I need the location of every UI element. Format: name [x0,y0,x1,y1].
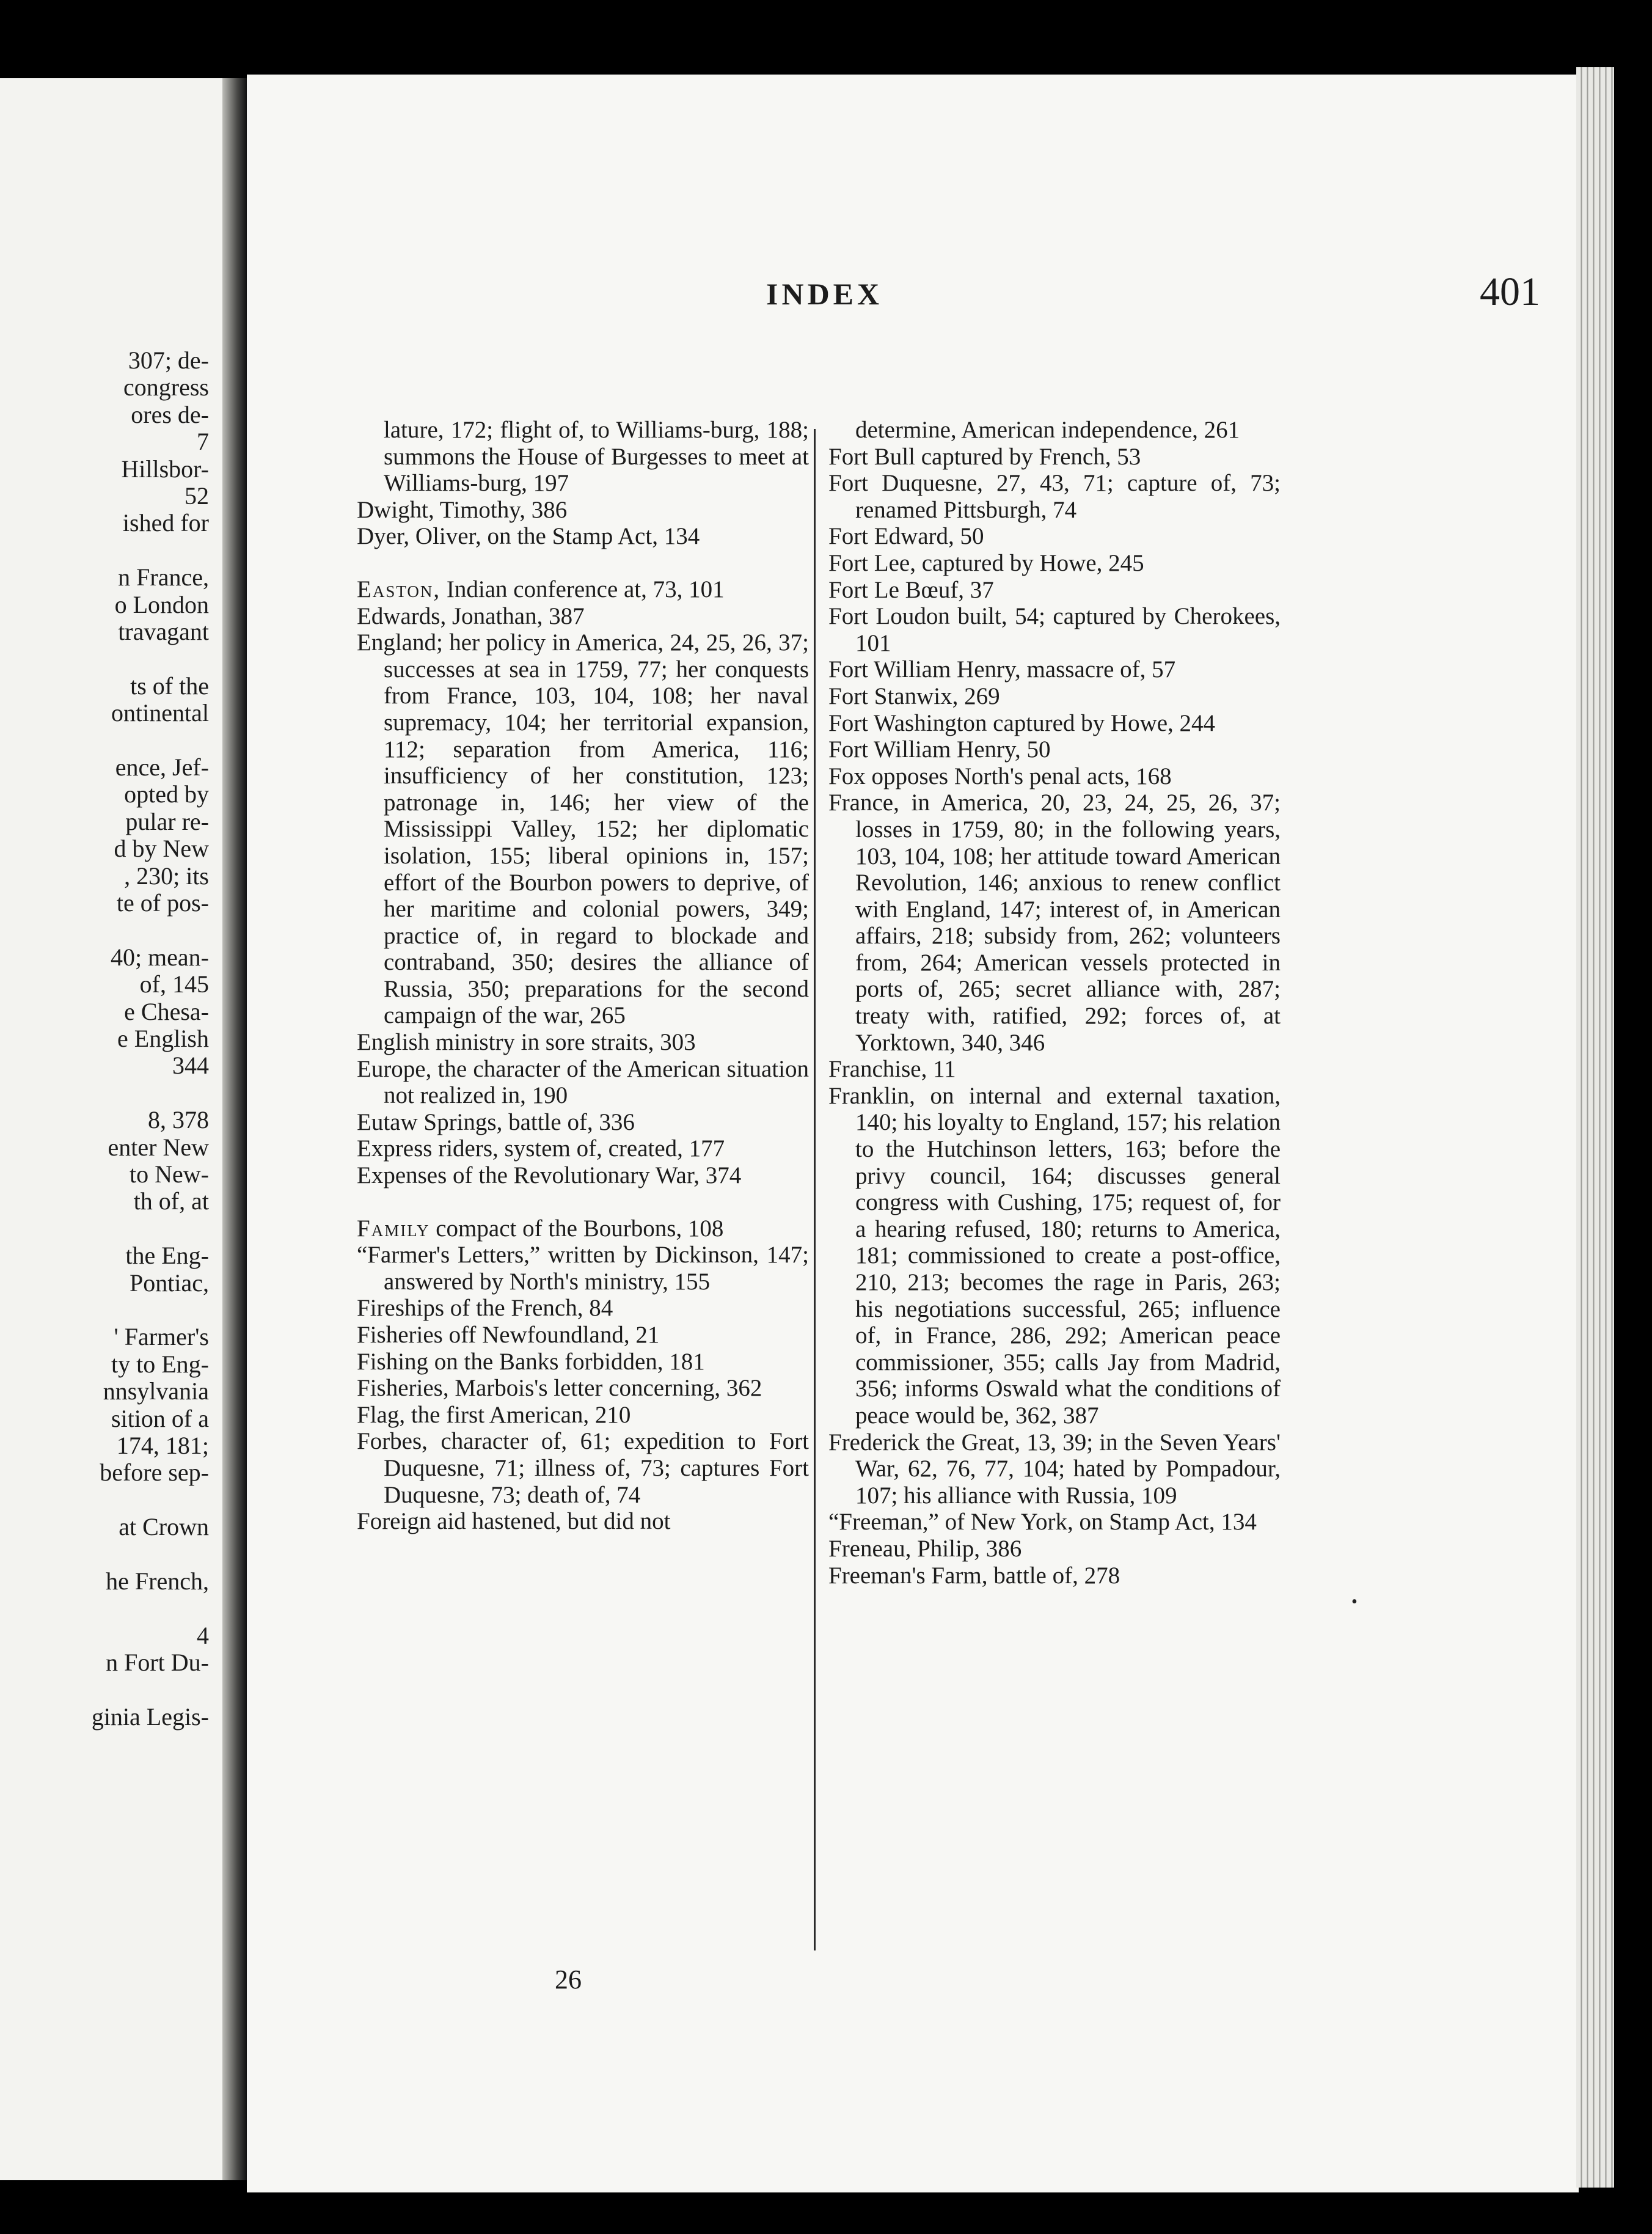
facing-page-line: the Eng- [125,1242,209,1270]
signature-mark: 26 [555,1965,582,1994]
page-number: 401 [1480,269,1540,314]
index-entry-text: Indian conference at, 73, 101 [440,576,725,602]
index-entry [828,710,1281,737]
facing-page-line: 307; de- [128,346,209,374]
index-entry [828,763,1281,790]
facing-page-line: of, 145 [139,970,209,998]
facing-page-line: ores de- [131,400,209,428]
facing-page-line: he French, [106,1567,209,1595]
index-entry [357,1375,809,1402]
index-entry-text: “Freeman,” of New York, on Stamp Act, 134 [828,1509,1257,1536]
column-divider [814,429,816,1950]
facing-page-line: e Chesa- [124,997,209,1025]
index-entry [828,550,1281,577]
facing-page-line: ginia Legis- [91,1703,209,1730]
index-entry [357,1215,809,1242]
index-entry-text: Fireships of the French, 84 [357,1295,613,1322]
index-entry [828,1562,1281,1589]
index-entry [828,736,1281,763]
facing-page-line: sition of a [111,1404,209,1432]
index-entry-text: English ministry in sore straits, 303 [357,1029,696,1056]
index-entry-text: compact of the Bourbons, 108 [429,1215,724,1242]
index-entry [357,1508,809,1535]
index-entry-text: Franklin, on internal and external taxation, 140; his loyalty to England, 157; his relation to the Hutchinson letters, 163; before the privy council, 164; discusses general congress with Cushing, 175; request of, for a hearing refused, 180; returns to America, 181; commissioned to create a post-office, 210, 213; becomes the rage in Paris, 263; his negotiations successful, 265; influence of, in France, 286, 292; American peace commissioner, 355; calls Jay from Madrid, 356; informs Oswald what the conditions of peace would be, 362, 387 [828,1082,1281,1429]
index-entry [357,497,809,524]
index-entry-text: Fort Stanwix, 269 [828,683,1000,709]
page-edges [1576,67,1614,2188]
index-entry-text: Fort Lee, captured by Howe, 245 [828,549,1144,576]
index-entry [828,577,1281,604]
index-entry [828,1509,1281,1536]
facing-page-line: th of, at [133,1187,209,1215]
index-page [247,75,1579,2192]
index-entry-text: Fishing on the Banks forbidden, 181 [357,1348,705,1375]
index-entry [357,1242,809,1295]
index-heading-word: Family [357,1215,430,1242]
index-entry [828,1056,1281,1083]
index-entry-text: France, in America, 20, 23, 24, 25, 26, 37; losses in 1759, 80; in the following years, 103, 104, 108; her attitude toward American Revolution, 146; anxious to renew conflict with England, 147; interest of, in American affairs, 218; subsidy from, 262; volunteers from, 264; American vessels protected in ports of, 265; secret alliance with, 287; treaty with, ratified, 292; forces of, at Yorktown, 340, 346 [828,789,1281,1056]
facing-page-line: te of pos- [116,889,209,917]
index-entry [828,1429,1281,1509]
index-heading-word: Easton, [357,576,441,602]
index-entry [357,1162,809,1189]
facing-page-line: 7 [197,428,209,456]
index-entry [828,683,1281,710]
facing-page-line: Pontiac, [130,1269,209,1297]
facing-page-line: , 230; its [124,862,209,890]
facing-page-line: before sep- [100,1459,209,1487]
index-column-right [828,417,1281,1589]
facing-page-line: ts of the [130,672,209,700]
index-entry [828,470,1281,523]
index-entry [357,603,809,630]
index-column-left [357,417,809,1535]
facing-page-line: enter New [108,1133,209,1161]
index-entry [357,523,809,550]
facing-page-line: congress [123,373,209,401]
facing-page [0,78,222,2180]
index-entry-text: Frederick the Great, 13, 39; in the Seven Years' War, 62, 76, 77, 104; hated by Pompadour, 107; his alliance with Russia, 109 [828,1429,1281,1509]
index-entry-text: Expenses of the Revolutionary War, 374 [357,1162,742,1189]
facing-page-line: travagant [118,618,209,645]
index-entry [357,629,809,1029]
index-entry-text: Dyer, Oliver, on the Stamp Act, 134 [357,523,700,550]
index-entry [357,576,809,603]
index-entry-text: Flag, the first American, 210 [357,1401,631,1428]
facing-page-line: o London [114,590,209,618]
facing-page-line: pular re- [125,807,209,835]
index-entry-text: Fort Bull captured by French, 53 [828,443,1141,470]
index-entry-text: Foreign aid hastened, but did not [357,1508,671,1535]
facing-page-line: Hillsbor- [121,455,209,483]
index-entry [828,417,1281,444]
index-entry [828,789,1281,1056]
index-entry [357,1349,809,1375]
index-entry [357,1056,809,1109]
facing-page-line: ' Farmer's [114,1323,209,1351]
facing-page-line: ished for [122,509,209,537]
index-entry-text: Forbes, character of, 61; expedition to Fort Duquesne, 71; illness of, 73; captures Fort Duquesne, 73; death of, 74 [357,1428,809,1508]
facing-page-line: to New- [130,1160,209,1188]
index-entry-text: Freeman's Farm, battle of, 278 [828,1562,1120,1589]
index-entry-text: Franchise, 11 [828,1056,956,1083]
index-entry [357,1135,809,1162]
index-entry-text: Fisheries, Marbois's letter concerning, 362 [357,1375,762,1402]
index-entry-text: Fort Duquesne, 27, 43, 71; capture of, 73; renamed Pittsburgh, 74 [828,470,1281,523]
index-entry-text: “Farmer's Letters,” written by Dickinson, 147; answered by North's ministry, 155 [357,1242,809,1295]
facing-page-line: 174, 181; [116,1432,209,1459]
index-entry [357,1109,809,1136]
facing-page-line: n France, [118,563,209,591]
index-entry [357,1295,809,1322]
facing-page-line: ontinental [111,699,209,727]
ink-speck-mark: • [1351,1592,1358,1611]
index-entry-text: Fort Washington captured by Howe, 244 [828,709,1216,736]
index-entry-text: determine, American independence, 261 [855,417,1240,443]
facing-page-line: ty to Eng- [111,1350,209,1378]
facing-page-line: opted by [124,780,209,808]
index-entry-text: lature, 172; flight of, to Williams-burg, 188; summons the House of Burgesses to meet at Williams-burg, 197 [384,417,809,497]
index-entry [828,603,1281,656]
index-entry-text: Fort William Henry, 50 [828,736,1051,763]
book-gutter [222,78,247,2180]
index-entry-text: Freneau, Philip, 386 [828,1535,1022,1562]
facing-page-line: 4 [197,1621,209,1649]
index-entry [357,417,809,497]
index-entry [828,656,1281,683]
index-entry-text: England; her policy in America, 24, 25, 26, 37; successes at sea in 1759, 77; her conquests from France, 103, 104, 108; her naval supremacy, 104; her territorial expansion, 112; separation from America, 116; insufficiency of her constitution, 123; patronage in, 146; her view of the Mississippi Valley, 152; her diplomatic isolation, 155; liberal opinions in, 157; effort of the Bourbon powers to deprive, of her maritime and colonial powers, 349; practice of, in regard to blockade and contraband, 350; desires the alliance of Russia, 350; preparations for the second campaign of the war, 265 [357,629,809,1029]
index-entry-text: Express riders, system of, created, 177 [357,1135,725,1162]
index-entry-text: Fox opposes North's penal acts, 168 [828,763,1172,789]
facing-page-line: d by New [114,835,209,863]
running-head: INDEX [766,277,883,311]
index-entry [357,1428,809,1508]
index-entry-text: Fort Loudon built, 54; captured by Cherokees, 101 [828,603,1281,656]
facing-page-line: e English [117,1025,209,1052]
index-entry-text: Eutaw Springs, battle of, 336 [357,1108,635,1135]
index-entry-text: Fort Le Bœuf, 37 [828,576,994,603]
index-entry-text: Dwight, Timothy, 386 [357,496,568,523]
facing-page-line: n Fort Du- [106,1649,209,1677]
index-entry-text: Edwards, Jonathan, 387 [357,602,585,629]
facing-page-line: 8, 378 [148,1106,209,1134]
index-entry [357,1322,809,1349]
index-entry [357,1402,809,1429]
facing-page-line: 344 [172,1052,209,1080]
index-entry-text: Fort William Henry, massacre of, 57 [828,656,1176,683]
facing-page-line: 52 [185,482,209,510]
index-entry [828,444,1281,471]
facing-page-line: nnsylvania [103,1377,209,1405]
index-entry-text: Fisheries off Newfoundland, 21 [357,1322,660,1348]
facing-page-line: 40; mean- [110,943,209,971]
index-entry [828,523,1281,550]
index-entry-text: Fort Edward, 50 [828,523,984,550]
index-entry [357,1029,809,1056]
index-entry [828,1536,1281,1562]
facing-page-line: at Crown [119,1513,209,1541]
facing-page-line: ence, Jef- [115,753,209,781]
index-entry-text: Europe, the character of the American situation not realized in, 190 [357,1055,809,1109]
index-entry [828,1083,1281,1429]
